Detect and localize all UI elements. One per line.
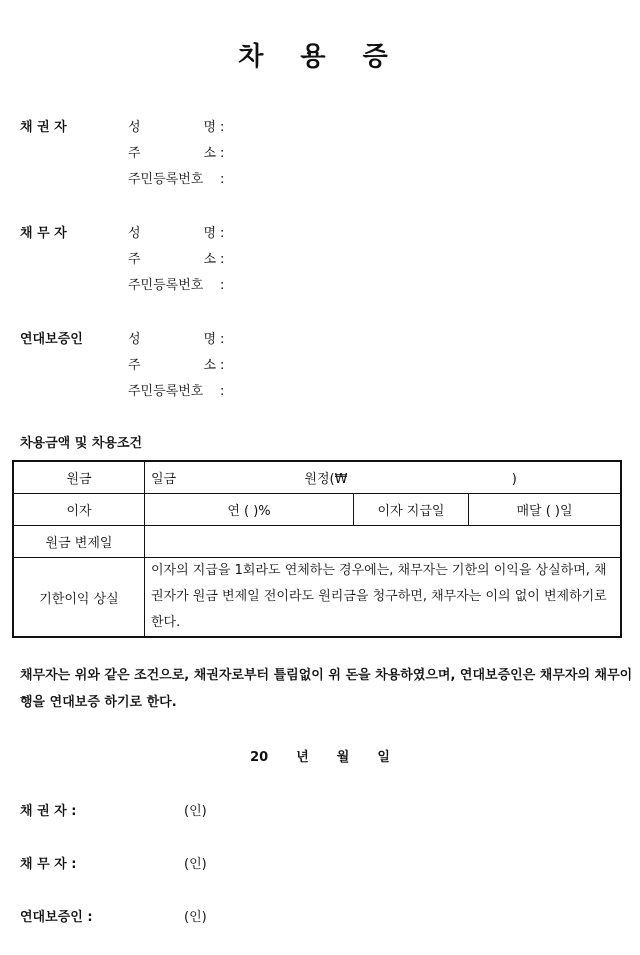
address-label: 주 소 [128, 146, 216, 161]
guarantor-address-row: 주 소 : [128, 354, 224, 374]
creditor-role-label: 채 권 자 [20, 120, 67, 135]
debtor-id-row: 주민등록번호 : [128, 274, 224, 294]
forfeiture-label: 기한이익 상실 [13, 558, 145, 638]
address-label: 주 소 [128, 252, 216, 267]
principal-prefix: 일금 [151, 472, 177, 487]
document-title: 차 용 증 [238, 42, 402, 72]
id-number-label: 주민등록번호 [128, 278, 204, 293]
id-number-label: 주민등록번호 [128, 172, 204, 187]
debtor-signature-line [20, 853, 207, 872]
interest-label: 이자 [13, 494, 145, 526]
creditor-address-row: 주 소 : [128, 142, 224, 162]
signature-label: 연대보증인 : [20, 910, 93, 925]
creditor-id-row: 주민등록번호 : [128, 168, 224, 188]
principal-label: 원금 [13, 461, 145, 494]
debtor-address-row: 주 소 : [128, 248, 224, 268]
table-row [13, 461, 621, 494]
year-unit: 년 [296, 750, 309, 765]
date-line [0, 746, 640, 765]
interest-rate-cell: 연 ( )% [145, 494, 354, 526]
guarantor-name-row: 성 명 : [128, 328, 224, 348]
interest-payment-label: 이자 지급일 [354, 494, 469, 526]
debtor-role-label: 채 무 자 [20, 226, 67, 241]
agreement-statement: 채무자는 위와 같은 조건으로, 채권자로부터 틀림없이 위 돈을 차용하였으며, 연대보증인은 채무자의 채무이행을 연대보증 하기로 한다. [20, 668, 633, 710]
guarantor-signature-line [20, 906, 207, 925]
month-unit: 월 [336, 750, 350, 765]
debtor-name-row: 성 명 : [128, 222, 224, 242]
signature-label: 채 권 자 : [20, 804, 77, 819]
year-value: 20 [250, 750, 269, 765]
guarantor-id-row: 주민등록번호 : [128, 380, 224, 400]
guarantor-role-label: 연대보증인 [20, 332, 83, 347]
loan-terms-table [12, 460, 622, 638]
signature-label: 채 무 자 : [20, 857, 77, 872]
address-label: 주 소 [128, 358, 216, 373]
name-label: 성 명 [128, 332, 216, 347]
name-label: 성 명 [128, 120, 216, 135]
principal-suffix: 원정(₩ [304, 472, 348, 487]
interest-payment-day-cell: 매달 ( )일 [469, 494, 622, 526]
seal-mark: (인) [184, 910, 207, 925]
repayment-date-cell [145, 526, 622, 558]
creditor-signature-line [20, 800, 207, 819]
principal-close: ) [511, 472, 517, 487]
seal-mark: (인) [184, 857, 207, 872]
table-row [13, 494, 621, 526]
id-number-label: 주민등록번호 [128, 384, 204, 399]
terms-section-title: 차용금액 및 차용조건 [20, 436, 143, 451]
creditor-name-row: 성 명 : [128, 116, 224, 136]
name-label: 성 명 [128, 226, 216, 241]
forfeiture-clause-text: 이자의 지급을 1회라도 연체하는 경우에는, 채무자는 기한의 이익을 상실하며, 채권자가 원금 변제일 전이라도 원리금을 청구하면, 채무자는 이의 없이 변제하기로 한다. [145, 558, 622, 638]
day-unit: 일 [377, 750, 390, 765]
seal-mark: (인) [184, 804, 207, 819]
table-row [13, 526, 621, 558]
principal-amount-cell [145, 461, 622, 494]
repayment-date-label: 원금 변제일 [13, 526, 145, 558]
table-row [13, 558, 621, 638]
